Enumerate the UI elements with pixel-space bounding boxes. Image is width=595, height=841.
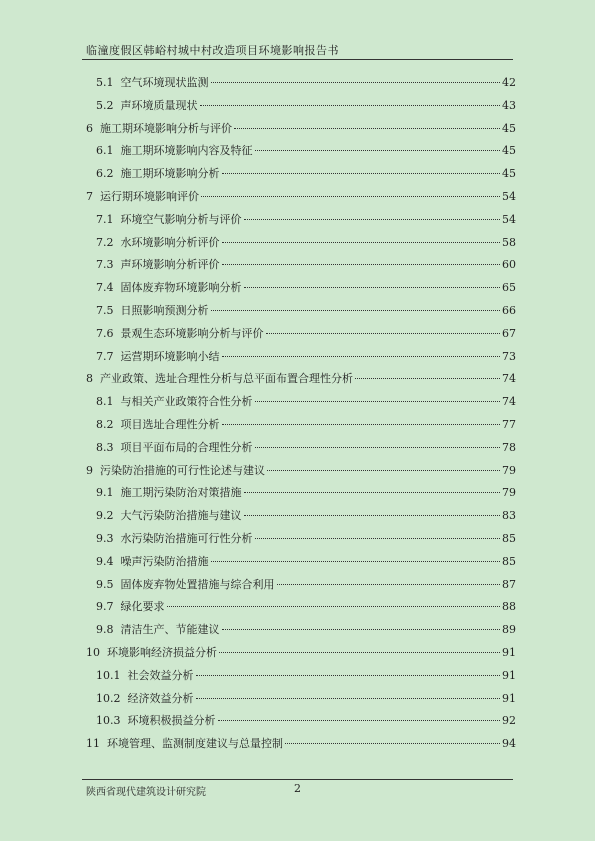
toc-entry-page: 74 — [502, 372, 516, 386]
toc-leader-dots — [255, 447, 501, 448]
toc-entry[interactable] — [96, 598, 516, 614]
toc-leader-dots — [277, 584, 501, 585]
toc-entry-number: 7.7 — [96, 349, 114, 363]
toc-entry[interactable] — [96, 348, 516, 364]
toc-entry-gap — [114, 281, 121, 294]
toc-entry-title: 固体废弃物环境影响分析 — [120, 281, 242, 295]
toc-entry-number: 7.1 — [96, 212, 114, 226]
toc-entry[interactable] — [96, 690, 516, 706]
toc-entry-gap — [121, 669, 128, 682]
toc-entry[interactable] — [86, 370, 516, 386]
toc-entry-gap — [114, 600, 121, 613]
toc-entry-gap — [114, 327, 121, 340]
toc-entry-gap — [114, 167, 121, 180]
toc-entry[interactable] — [86, 644, 516, 660]
toc-entry-number: 8 — [86, 372, 93, 386]
toc-entry-number: 10.2 — [96, 691, 121, 705]
toc-entry-gap — [114, 555, 121, 568]
toc-entry-number: 9.5 — [96, 577, 114, 591]
toc-entry-title: 环境影响经济损益分析 — [107, 646, 217, 659]
toc-entry[interactable] — [96, 393, 516, 409]
toc-entry-number: 10.1 — [96, 668, 121, 682]
toc-leader-dots — [244, 492, 501, 493]
footer-organization: 陕西省现代建筑设计研究院 — [86, 787, 206, 798]
toc-entry-gap — [114, 509, 121, 522]
toc-entry-title: 环境空气影响分析与评价 — [120, 212, 242, 226]
toc-entry-number: 9.3 — [96, 532, 114, 545]
toc-entry-page: 91 — [502, 691, 516, 705]
toc-entry-title: 声环境影响分析评价 — [120, 258, 220, 272]
toc-entry-gap — [114, 578, 121, 591]
toc-entry-gap — [114, 144, 121, 157]
toc-entry-page: 89 — [502, 623, 516, 637]
toc-entry-page: 74 — [502, 395, 516, 409]
toc-entry-title: 施工期环境影响分析 — [120, 167, 220, 181]
toc-entry-page: 91 — [502, 668, 516, 682]
toc-entry-gap — [114, 623, 121, 636]
toc-entry-title: 大气污染防治措施与建议 — [120, 509, 242, 523]
toc-entry-title: 运行期环境影响评价 — [100, 190, 199, 203]
toc-entry-title: 运营期环境影响小结 — [120, 349, 220, 363]
toc-entry-number: 7.6 — [96, 326, 114, 340]
toc-entry-number: 8.1 — [96, 395, 114, 409]
toc-entry-number: 10.3 — [96, 714, 121, 728]
toc-entry-page: 58 — [502, 235, 516, 249]
toc-entry-page: 79 — [502, 463, 516, 477]
toc-entry-page: 54 — [502, 212, 516, 226]
toc-entry-page: 54 — [502, 190, 516, 203]
toc-entry[interactable] — [96, 211, 516, 227]
toc-entry-gap — [114, 258, 121, 271]
toc-entry-page: 45 — [502, 144, 516, 158]
toc-entry-page: 94 — [502, 737, 516, 751]
toc-entry-gap — [114, 213, 121, 226]
toc-leader-dots — [244, 287, 501, 288]
toc-leader-dots — [222, 264, 501, 265]
toc-entry-page: 45 — [502, 121, 516, 135]
toc-entry-number: 9 — [86, 463, 93, 477]
toc-entry[interactable] — [96, 256, 516, 272]
toc-entry[interactable] — [96, 302, 516, 318]
footer-divider — [82, 779, 513, 780]
toc-entry-number: 7.3 — [96, 258, 114, 272]
toc-entry-number: 6.1 — [96, 144, 114, 158]
toc-entry-number: 7 — [86, 190, 93, 203]
toc-entry[interactable] — [96, 416, 516, 432]
toc-entry-title: 景观生态环境影响分析与评价 — [120, 326, 264, 340]
toc-entry[interactable] — [96, 712, 516, 728]
toc-entry-page: 42 — [502, 76, 516, 89]
toc-entry[interactable] — [96, 507, 516, 523]
toc-entry-number: 10 — [86, 646, 100, 659]
toc-leader-dots — [196, 698, 501, 699]
toc-leader-dots — [267, 470, 500, 471]
toc-entry-gap — [114, 236, 121, 249]
toc-entry-title: 产业政策、选址合理性分析与总平面布置合理性分析 — [100, 372, 353, 386]
toc-leader-dots — [255, 150, 501, 151]
toc-entry-title: 项目平面布局的合理性分析 — [120, 440, 253, 454]
toc-entry[interactable] — [86, 735, 516, 751]
toc-entry-gap — [100, 646, 107, 659]
toc-entry-gap — [114, 99, 121, 112]
toc-entry-number: 9.8 — [96, 623, 114, 637]
toc-entry-page: 85 — [502, 554, 516, 568]
toc-entry[interactable] — [96, 530, 516, 546]
toc-leader-dots — [200, 105, 501, 106]
toc-entry[interactable] — [96, 325, 516, 341]
toc-entry-title: 与相关产业政策符合性分析 — [120, 395, 253, 409]
toc-entry-gap — [93, 372, 100, 385]
toc-entry-title: 绿化要求 — [120, 600, 165, 614]
toc-leader-dots — [244, 515, 501, 516]
toc-entry[interactable] — [96, 279, 516, 295]
toc-entry-number: 5.1 — [96, 76, 114, 89]
toc-entry-page: 66 — [502, 304, 516, 317]
toc-leader-dots — [222, 424, 501, 425]
toc-entry[interactable] — [86, 462, 516, 478]
toc-leader-dots — [255, 401, 501, 402]
toc-entry[interactable] — [96, 553, 516, 569]
toc-entry-title: 污染防治措施的可行性论述与建议 — [100, 463, 265, 477]
toc-leader-dots — [244, 219, 501, 220]
toc-leader-dots — [211, 561, 501, 562]
toc-entry-title: 社会效益分析 — [127, 668, 194, 682]
toc-entry-gap — [93, 190, 100, 203]
toc-entry-gap — [121, 692, 128, 705]
toc-leader-dots — [201, 196, 500, 197]
toc-entry-number: 8.2 — [96, 418, 114, 431]
toc-entry-number: 7.5 — [96, 304, 114, 317]
toc-entry-page: 43 — [502, 98, 516, 112]
toc-entry-gap — [93, 464, 100, 477]
toc-entry-number: 11 — [86, 737, 100, 751]
toc-entry-page: 73 — [502, 349, 516, 363]
toc-entry-title: 声环境质量现状 — [120, 98, 198, 112]
toc-entry-title: 空气环境现状监测 — [120, 76, 209, 89]
toc-entry-title: 水环境影响分析评价 — [120, 235, 220, 249]
toc-entry-gap — [114, 418, 121, 431]
toc-entry[interactable] — [96, 165, 516, 181]
toc-entry-gap — [114, 486, 121, 499]
toc-entry-gap — [114, 395, 121, 408]
toc-entry-page: 78 — [502, 440, 516, 454]
toc-leader-dots — [218, 720, 501, 721]
page-number: 2 — [294, 782, 301, 795]
toc-entry-number: 7.4 — [96, 281, 114, 295]
toc-entry-gap — [100, 737, 107, 750]
toc-entry-number: 7.2 — [96, 235, 114, 249]
toc-entry-title: 施工期环境影响内容及特征 — [120, 144, 253, 158]
toc-leader-dots — [222, 242, 501, 243]
toc-leader-dots — [355, 378, 500, 379]
toc-entry-number: 8.3 — [96, 440, 114, 454]
toc-entry-number: 9.2 — [96, 509, 114, 523]
toc-entry-title: 清洁生产、节能建议 — [120, 623, 220, 637]
toc-entry[interactable] — [96, 667, 516, 683]
toc-leader-dots — [219, 652, 500, 653]
toc-entry-page: 45 — [502, 167, 516, 181]
toc-entry-title: 环境管理、监测制度建议与总量控制 — [107, 737, 283, 751]
toc-entry[interactable] — [96, 97, 516, 113]
toc-entry[interactable] — [96, 74, 516, 90]
toc-entry-title: 日照影响预测分析 — [120, 304, 209, 317]
toc-entry-gap — [121, 714, 128, 727]
running-header: 临潼度假区韩峪村城中村改造项目环境影响报告书 — [86, 44, 339, 57]
toc-entry-gap — [114, 76, 121, 89]
toc-entry[interactable] — [96, 234, 516, 250]
header-divider — [82, 59, 513, 60]
toc-leader-dots — [211, 310, 501, 311]
toc-entry-title: 固体废弃物处置措施与综合利用 — [120, 577, 275, 591]
toc-leader-dots — [266, 333, 501, 334]
toc-leader-dots — [211, 82, 501, 83]
toc-leader-dots — [222, 356, 501, 357]
toc-entry-gap — [114, 441, 121, 454]
toc-entry-number: 6 — [86, 121, 93, 135]
toc-entry-page: 88 — [502, 600, 516, 614]
toc-entry[interactable] — [96, 142, 516, 158]
toc-leader-dots — [255, 538, 501, 539]
toc-entry-page: 65 — [502, 281, 516, 295]
toc-leader-dots — [167, 606, 501, 607]
toc-entry-page: 79 — [502, 486, 516, 500]
toc-entry-gap — [114, 532, 121, 545]
toc-leader-dots — [234, 128, 500, 129]
toc-entry-gap — [114, 350, 121, 363]
toc-leader-dots — [285, 743, 500, 744]
toc-entry[interactable] — [96, 439, 516, 455]
toc-entry-page: 77 — [502, 418, 516, 431]
toc-entry-number: 5.2 — [96, 98, 114, 112]
toc-entry-page: 83 — [502, 509, 516, 523]
toc-entry[interactable] — [86, 120, 516, 136]
toc-entry-page: 92 — [502, 714, 516, 728]
toc-leader-dots — [222, 629, 501, 630]
toc-entry-title: 水污染防治措施可行性分析 — [120, 532, 253, 545]
toc-entry-number: 6.2 — [96, 167, 114, 181]
toc-entry-number: 9.1 — [96, 486, 114, 500]
toc-entry-title: 施工期污染防治对策措施 — [120, 486, 242, 500]
toc-entry-gap — [93, 122, 100, 135]
toc-entry-page: 91 — [502, 646, 516, 659]
toc-entry-gap — [114, 304, 121, 317]
toc-entry-number: 9.7 — [96, 600, 114, 614]
toc-entry[interactable] — [96, 576, 516, 592]
toc-entry-page: 87 — [502, 577, 516, 591]
toc-entry-page: 67 — [502, 326, 516, 340]
toc-entry-number: 9.4 — [96, 554, 114, 568]
toc-leader-dots — [196, 675, 501, 676]
toc-entry-title: 经济效益分析 — [127, 691, 194, 705]
toc-entry[interactable] — [96, 484, 516, 500]
toc-entry-title: 环境积极损益分析 — [127, 714, 216, 728]
toc-entry-title: 施工期环境影响分析与评价 — [100, 121, 232, 135]
toc-entry[interactable] — [96, 621, 516, 637]
toc-entry-title: 项目选址合理性分析 — [120, 418, 220, 431]
toc-leader-dots — [222, 173, 501, 174]
toc-entry-page: 60 — [502, 258, 516, 272]
toc-entry-page: 85 — [502, 532, 516, 545]
toc-entry-title: 噪声污染防治措施 — [120, 554, 209, 568]
toc-entry[interactable] — [86, 188, 516, 204]
